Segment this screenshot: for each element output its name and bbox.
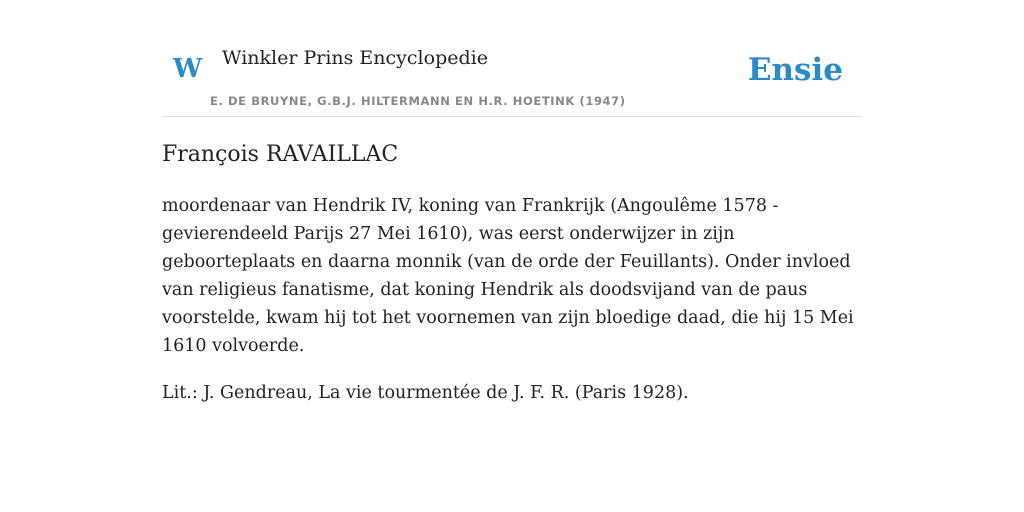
article	[162, 140, 862, 407]
article-body: moordenaar van Hendrik IV, koning van Frankrijk (Angoulême 1578 - gevierendeeld Parijs 27 Mei 1610), was eerst onderwijzer in zijn geboorteplaats en daarna monnik (van de orde der Feuillants). Onder invloed van religieus fanatisme, dat koning Hendrik als doodsvijand van de paus voorstelde, kwam hij tot het voornemen van zijn bloedige daad, die hij 15 Mei 1610 volvoerde.	[162, 196, 854, 356]
source-header	[162, 0, 862, 117]
ensie-logo[interactable]: Ensie	[747, 52, 843, 88]
source-authors: E. DE BRUYNE, G.B.J. HILTERMANN EN H.R. HOETINK (1947)	[210, 94, 626, 108]
article-literature: Lit.: J. Gendreau, La vie tourmentée de J. F. R. (Paris 1928).	[162, 383, 689, 403]
source-title[interactable]: Winkler Prins Encyclopedie	[222, 47, 488, 69]
winkler-prins-logo[interactable]: W	[173, 54, 203, 84]
article-title: François RAVAILLAC	[162, 142, 399, 167]
